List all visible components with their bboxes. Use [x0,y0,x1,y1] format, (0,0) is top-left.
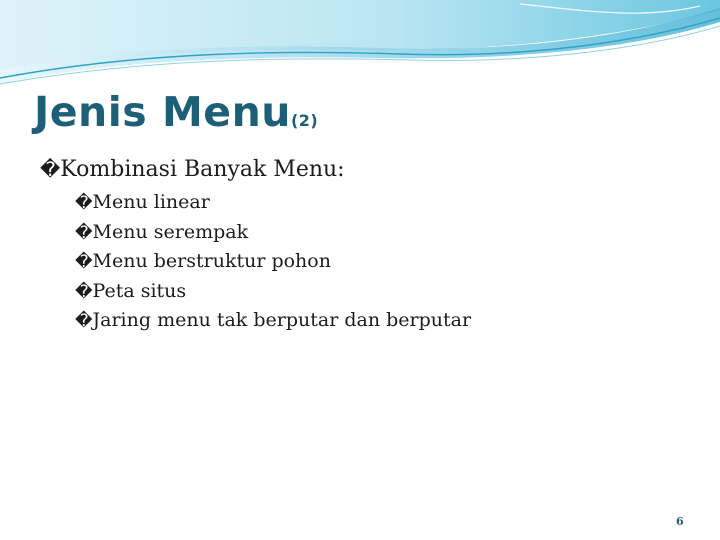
list-item-text: Menu serempak [92,220,249,243]
page-number: 6 [676,515,684,528]
bullet-icon: � [40,158,61,181]
bullet-heading [40,157,345,182]
list-item-text: Menu berstruktur pohon [92,250,331,272]
bullet-icon: � [75,311,93,331]
wave-banner [0,0,720,90]
slide-title [34,88,318,136]
bullet-icon: � [75,252,93,272]
list-item-text: Menu linear [92,191,210,213]
list-item [75,279,471,309]
list-item-text: Jaring menu tak berputar dan berputar [92,309,472,331]
bullet-icon: � [75,222,93,243]
bullet-icon: � [75,193,93,213]
list-item-text: Peta situs [92,279,187,302]
heading-text: Kombinasi Banyak Menu: [60,157,345,182]
list-item [75,249,471,279]
title-suffix: (2) [290,111,319,130]
list-item [75,308,471,338]
list-item [75,220,471,250]
menu-type-list [75,190,471,338]
title-text: Jenis Menu [34,88,291,136]
bullet-icon: � [75,281,93,302]
list-item [75,190,471,220]
